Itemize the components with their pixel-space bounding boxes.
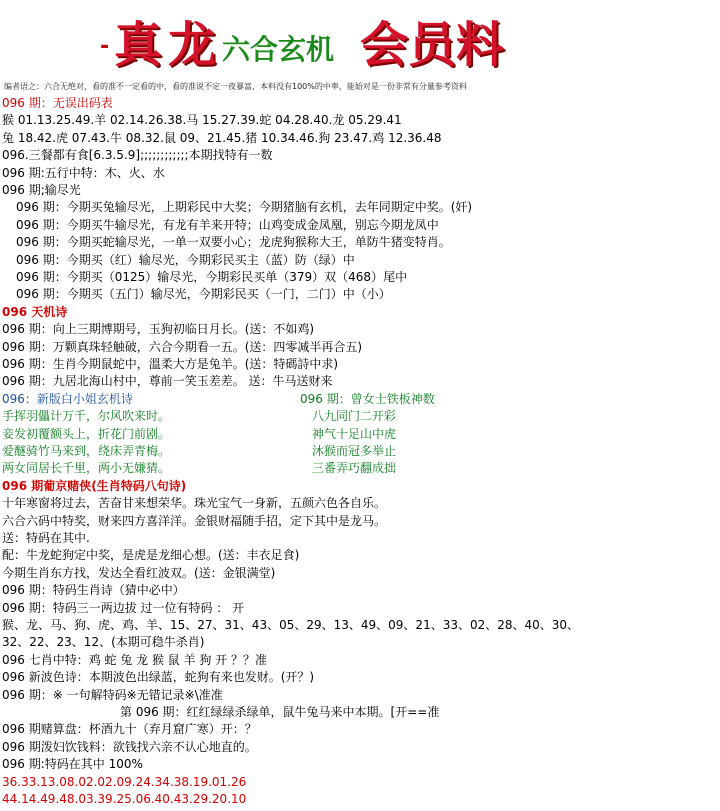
text-line: 096 期：向上三期博期号，玉狗初临日月长。(送：不如鸡) bbox=[2, 322, 315, 336]
text-line: 送：特码在其中. bbox=[2, 531, 90, 545]
text-line: 096 期：今期买蛇输尽光，一单一双要小心；龙虎狗猴称大王，单防牛猪变特肖。 bbox=[16, 235, 451, 249]
text-line: 096 期：万颗真珠轻触破，六合今期看一五。(送：四零减半再合五) bbox=[2, 340, 363, 354]
number-line: 44.14.49.48.03.39.25.06.40.43.29.20.10 bbox=[2, 792, 247, 806]
text-line: 第 096 期：红红绿绿杀绿单，鼠牛兔马来中本期。[开==准 bbox=[120, 705, 440, 719]
title-member: 会员料 bbox=[360, 17, 505, 73]
text-line: 十年寒窗将过去，苦奋甘来想荣华。珠光宝气一身新，五颜六色各自乐。 bbox=[2, 496, 387, 510]
number-line: 36.33.13.08.02.02.09.24.34.38.19.01.26 bbox=[2, 775, 247, 789]
section-heading: 096 天机诗 bbox=[2, 305, 68, 319]
text-line: 六合六码中特奖，财来四方喜洋洋。金银财福随手招，定下其中是龙马。 bbox=[2, 514, 387, 528]
section-heading: 096 期：曾女士铁板神数 bbox=[300, 392, 435, 406]
text-line: 096 期;输尽光 bbox=[2, 183, 81, 197]
text-line: 096 期：特码三一两边拔 过一位有特码 ： 开 bbox=[2, 601, 245, 615]
poem-line: 爱醚骑竹马来到，绕床弄青梅。 bbox=[2, 444, 171, 458]
title-char-zhen: 真 bbox=[114, 17, 163, 73]
section-heading: 096 期葡京赌侠(生肖特码八句诗) bbox=[2, 479, 187, 493]
poem-line: 神气十足山中虎 bbox=[312, 427, 397, 441]
text-line: 096.三餐都有食[6.3.5.9];;;;;;;;;;;;本期找特有一数 bbox=[2, 148, 273, 162]
text-line: 096 期:五行中特：木、火、水 bbox=[2, 166, 165, 180]
poem-line: 妾发初覆额头上，折花门前剧。 bbox=[2, 427, 171, 441]
text-line: 096 新波色诗：本期波色出绿蓝，蛇狗有来也发财。(开？) bbox=[2, 670, 315, 684]
text-line: 096 期：生肖今期鼠蛇中，溫柔大方是兔羊。(送：特碼詩中求) bbox=[2, 357, 339, 371]
text-line: 配：牛龙蛇狗定中奖，是虎是龙细心想。(送：丰衣足食) bbox=[2, 548, 300, 562]
text-line: 猴、龙、马、狗、虎、鸡、羊、15、27、31、43、05、29、13、49、09、21、33、02、28、40、30、 bbox=[2, 618, 580, 632]
editor-note: 编者语之：六合无绝对，看的准不一定看的中，看的准说不定一夜暴富，本料没有100%的中率，能始对是一份非常有分量参考资料 bbox=[4, 82, 467, 91]
page-title-banner bbox=[0, 0, 720, 72]
text-line: 猴 01.13.25.49.羊 02.14.26.38.马 15.27.39.蛇 04.28.40.龙 05.29.41 bbox=[2, 113, 402, 127]
text-line: 096 期泼妇饮钱料：欲钱找六亲不认心地直的。 bbox=[2, 740, 257, 754]
text-line: 今期生肖东方找，发达全看红波双。(送：金银满堂) bbox=[2, 566, 276, 580]
text-line: 096 期：※ 一句解特码※无错记录※\准准 bbox=[2, 688, 223, 702]
poem-line: 沐猴而冠多举止 bbox=[312, 444, 397, 458]
title-subtitle: 六合玄机 bbox=[222, 33, 335, 66]
text-line: 096 期：今期买（0125）输尽光，今期彩民买单（379）双（468）尾中 bbox=[16, 270, 408, 284]
poem-line: 两女同居长千里，两小无嫌猜。 bbox=[2, 461, 171, 475]
text-line: 096 期：今期买（五门）输尽光，今期彩民买（一门，二门）中（小） bbox=[16, 287, 391, 301]
text-line: 096 七肖中特：鸡 蛇 兔 龙 猴 鼠 羊 狗 开 ？？准 bbox=[2, 653, 268, 667]
section-heading: 096：新版白小姐玄机诗 bbox=[2, 392, 133, 406]
text-line: 096 期：今期买牛输尽光，有龙有羊来开特；山鸡变成金凤凰，别忘今期龙凤中 bbox=[16, 218, 439, 232]
text-line: 096 期:特码在其中 100% bbox=[2, 757, 143, 771]
poem-line: 手挥羽儡计万千，尔风吹来时。 bbox=[2, 409, 171, 423]
text-line: 兔 18.42.虎 07.43.牛 08.32.鼠 09、21.45.猪 10.34.46.狗 23.47.鸡 12.36.48 bbox=[2, 131, 442, 145]
text-line: 096 期：今期买兔输尽光，上期彩民中大奖；今期猪脑有玄机，去年同期定中奖。(奸) bbox=[16, 200, 473, 214]
section-heading: 096 期：无误出码表 bbox=[2, 96, 113, 110]
title-char-long: 龙 bbox=[168, 17, 217, 73]
text-line: 096 期赌算盘：杯酒九十（弃月窟广寒）开：？ bbox=[2, 722, 257, 736]
poem-line: 三番弄巧翻成拙 bbox=[312, 461, 397, 475]
text-line: 096 期：今期买（红）输尽光，今期彩民买主（蓝）防（绿）中 bbox=[16, 253, 355, 267]
text-line: 096 期：九居北海山村中，尊前一笑玉差差。 送：牛马送财来 bbox=[2, 374, 333, 388]
text-line: 32、22、23、12、(本期可稳牛杀肖) bbox=[2, 635, 205, 649]
title-dash: - bbox=[100, 34, 110, 59]
poem-line: 八九同门二开彩 bbox=[312, 409, 397, 423]
text-line: 096 期：特码生肖诗（猜中必中） bbox=[2, 583, 185, 597]
